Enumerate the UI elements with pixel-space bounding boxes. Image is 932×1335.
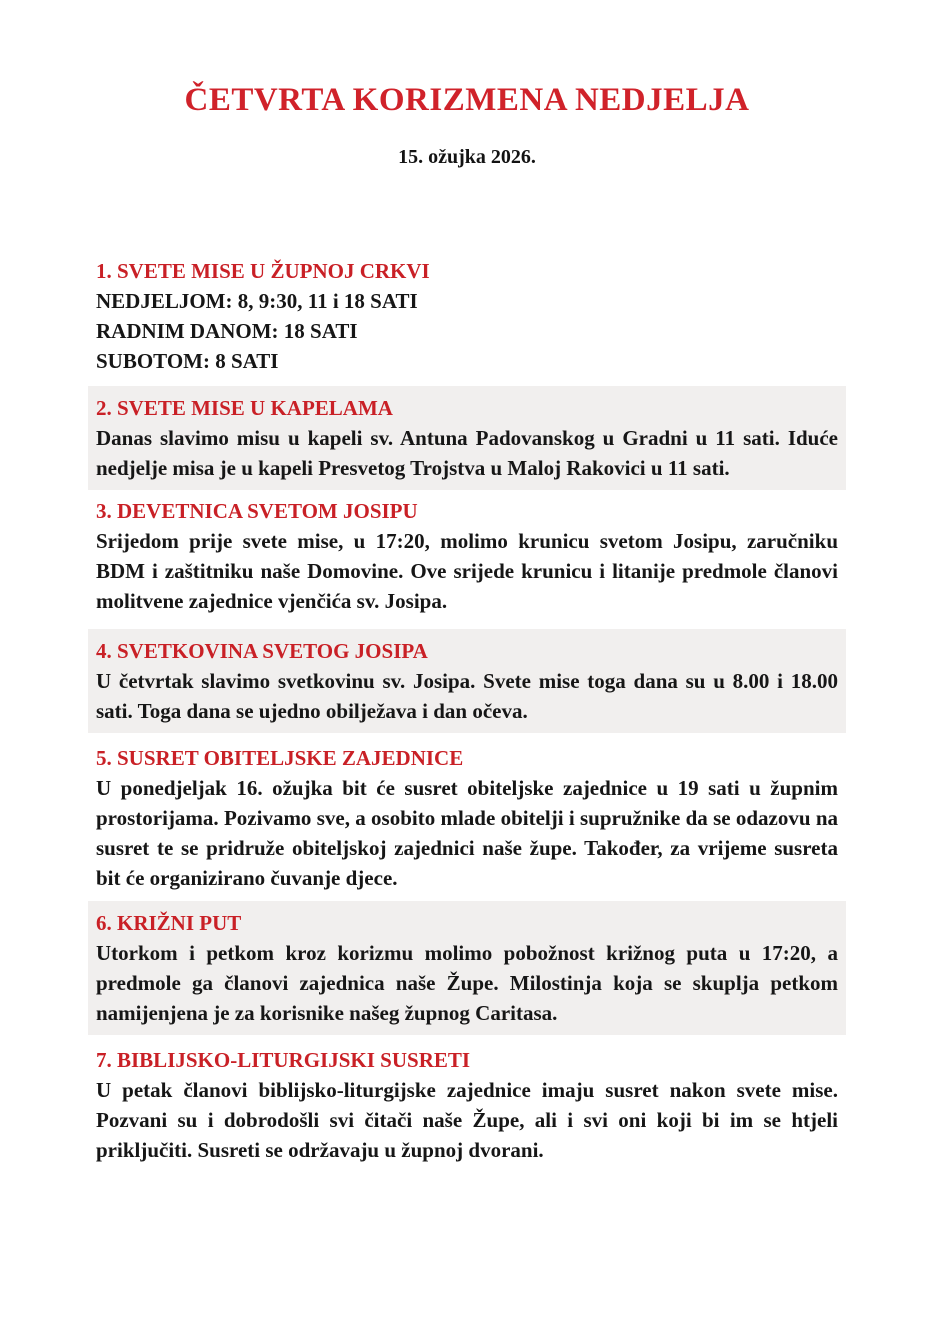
bulletin-content [88,0,846,1165]
section-heading: 6. KRIŽNI PUT [96,911,242,935]
mass-schedule-line-saturday: SUBOTOM: 8 SATI [96,349,279,373]
section-feast-st-joseph [88,629,846,733]
section-heading: 2. SVETE MISE U KAPELAMA [96,396,393,420]
section-family-community-meeting [88,743,846,893]
section-body: U ponedjeljak 16. ožujka bit će susret obiteljske zajednice u 19 sati u župnim prostorijama. Pozivamo sve, a osobito mlade obitelji i supružnike da se odazovu na susret te se pridruže obiteljskoj zajednici naše župe. Također, za vrijeme susreta bit će organizirano čuvanje djece. [96,776,838,890]
document-date: 15. ožujka 2026. [398,146,536,168]
section-masses-chapels [88,386,846,490]
mass-schedule-line-weekday: RADNIM DANOM: 18 SATI [96,319,358,343]
section-body: Srijedom prije svete mise, u 17:20, molimo krunicu svetom Josipu, zaručniku BDM i zaštitniku naše Domovine. Ove srijede krunicu i litanije predmole članovi molitvene zajednice vjenčića sv. Josipa. [96,529,838,613]
section-heading: 7. BIBLIJSKO-LITURGIJSKI SUSRETI [96,1048,471,1072]
section-heading: 3. DEVETNICA SVETOM JOSIPU [96,499,418,523]
mass-schedule-line-sunday: NEDJELJOM: 8, 9:30, 11 i 18 SATI [96,289,418,313]
section-heading: 1. SVETE MISE U ŽUPNOJ CRKVI [96,259,430,283]
section-body: Utorkom i petkom kroz korizmu molimo pobožnost križnog puta u 17:20, a predmole ga članovi zajednica naše Župe. Milostinja koja se skuplja petkom namijenjena je za korisnike našeg župnog Caritasa. [96,941,838,1025]
section-body: Danas slavimo misu u kapeli sv. Antuna Padovanskog u Gradni u 11 sati. Iduće nedjelje misa je u kapeli Presvetog Trojstva u Maloj Rakovici u 11 sati. [96,426,838,480]
section-masses-parish-church [88,256,846,376]
section-body: U četvrtak slavimo svetkovinu sv. Josipa. Svete mise toga dana su u 8.00 i 18.00 sati. Toga dana se ujedno obilježava i dan očeva. [96,669,838,723]
page-title: ČETVRTA KORIZMENA NEDJELJA [184,82,750,118]
section-body: U petak članovi biblijsko-liturgijske zajednice imaju susret nakon svete mise. Pozvani su i dobrodošli svi čitači naše Župe, ali i svi oni koji bi im se htjeli priključiti. Susreti se održavaju u župnoj dvorani. [96,1078,838,1162]
section-heading: 5. SUSRET OBITELJSKE ZAJEDNICE [96,746,464,770]
section-heading: 4. SVETKOVINA SVETOG JOSIPA [96,639,428,663]
section-way-of-the-cross [88,901,846,1035]
section-biblical-liturgical-meetings [88,1045,846,1165]
section-novena-st-joseph [88,496,846,616]
